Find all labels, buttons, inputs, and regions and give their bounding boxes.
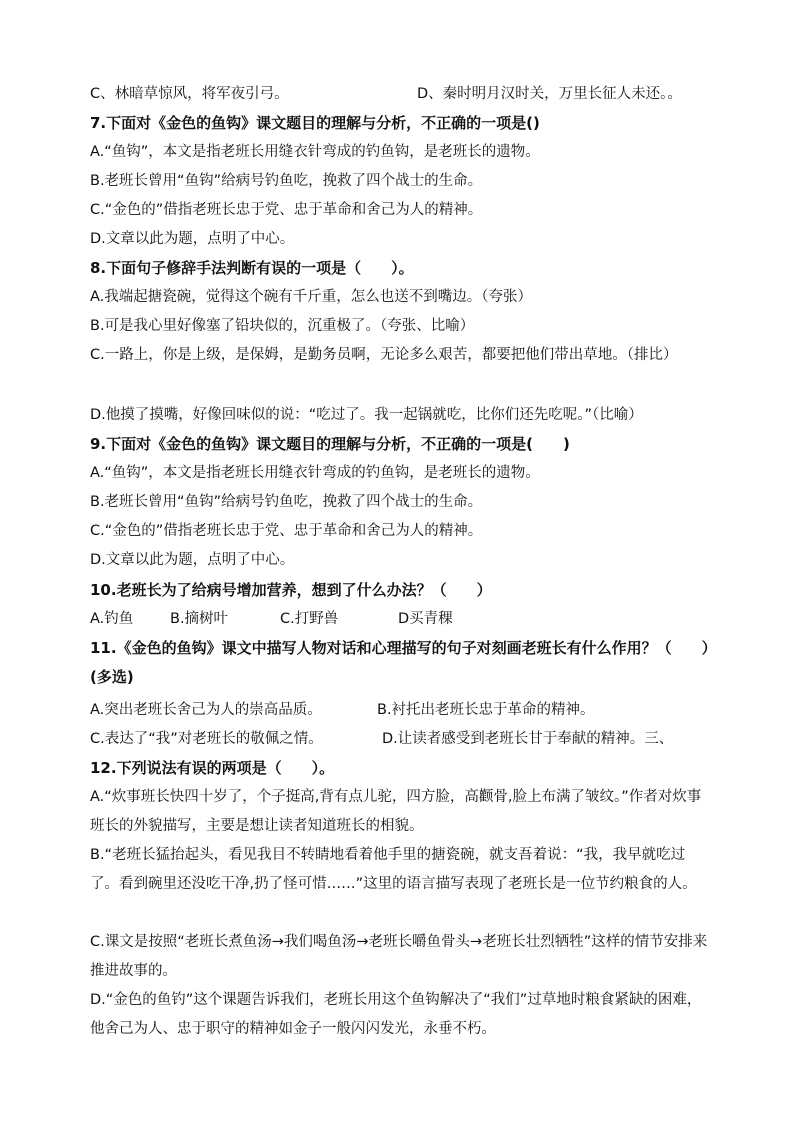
q10-option-d: D买青稞 [398, 611, 453, 627]
q7-option-b: B.老班长曾用“鱼钩”给病号钓鱼吃，挽救了四个战士的生命。 [90, 173, 483, 189]
q9-option-a: A.“鱼钩”，本文是指老班长用缝衣针弯成的钓鱼钩，是老班长的遗物。 [90, 465, 540, 481]
question-12: 12.下列说法有误的两项是（ ）。 [90, 759, 335, 777]
q12-option-d: D.“金色的鱼钓”这个课题告诉我们，老班长用这个鱼钩解决了“我们”过草地时粮食紧缺的困难，他舍己为人、忠于职守的精神如金子一般闪闪发光，永垂不朽。 [90, 992, 702, 1037]
q10-option-b: B.摘树叶 [170, 611, 229, 627]
question-7: 7.下面对《金色的鱼钩》课文题目的理解与分析，不正确的一项是() [90, 114, 540, 132]
q12-option-c: C.课文是按照“老班长煮鱼汤→我们喝鱼汤→老班长嚼鱼骨头→老班长壮烈牺牲”这样的情节安排来推进故事的。 [90, 934, 708, 979]
q9-option-b: B.老班长曾用“鱼钩”给病号钓鱼吃，挽救了四个战士的生命。 [90, 494, 483, 510]
q11-option-b: B.衬托出老班长忠于革命的精神。 [377, 702, 595, 718]
q8-option-d: D.他摸了摸嘴，好像回味似的说：“吃过了。我一起锅就吃，比你们还先吃呢。”（比喻） [90, 407, 643, 423]
q10-option-c: C.打野兽 [280, 611, 339, 627]
q10-options [90, 609, 710, 629]
option-c-line: C、林暗草惊风，将军夜引弓。 [90, 86, 289, 102]
question-11: 11.《金色的鱼钩》课文中描写人物对话和心理描写的句子对刻画老班长有什么作用？（ ）(多选) [90, 639, 710, 686]
q11-option-a: A.突出老班长舍己为人的崇高品质。 [90, 702, 322, 718]
q12-option-a: A.“炊事班长快四十岁了，个子挺高,背有点儿驼，四方脸，高颧骨,脸上布满了皱纹。”作者对炊事班长的外貌描写，主要是想让读者知道班长的相貌。 [90, 789, 702, 834]
q7-option-d: D.文章以此为题，点明了中心。 [90, 231, 295, 247]
q8-option-c: C.一路上，你是上级，是保姆，是勤务员啊，无论多么艰苦，都要把他们带出草地。（排比） [90, 347, 678, 363]
q10-option-a: A.钓鱼 [90, 611, 134, 627]
q7-option-a: A.“鱼钩”，本文是指老班长用缝衣针弯成的钓鱼钩，是老班长的遗物。 [90, 144, 540, 160]
question-8: 8.下面句子修辞手法判断有误的一项是（ ）。 [90, 259, 414, 277]
option-d-line: D、秦时明月汉时关，万里长征人未还。。 [417, 86, 682, 102]
question-9: 9.下面对《金色的鱼钩》课文题目的理解与分析，不正确的一项是( ) [90, 435, 570, 453]
q12-option-b: B.“老班长猛抬起头，看见我目不转睛地看着他手里的搪瓷碗，就支吾着说：“我，我早就吃过了。看到碗里还没吃干净,扔了怪可惜……”这里的语言描写表现了老班长是一位节约粮食的人。 [90, 847, 697, 892]
q11-option-c: C.表达了“我”对老班长的敬佩之情。 [90, 731, 323, 747]
q9-option-c: C.“金色的”借指老班长忠于党、忠于革命和舍己为人的精神。 [90, 523, 483, 539]
q7-option-c: C.“金色的”借指老班长忠于党、忠于革命和舍己为人的精神。 [90, 202, 483, 218]
q11-option-d: D.让读者感受到老班长甘于奉献的精神。三、 [382, 731, 674, 747]
q9-option-d: D.文章以此为题，点明了中心。 [90, 552, 295, 568]
q8-option-b: B.可是我心里好像塞了铅块似的，沉重极了。（夸张、比喻） [90, 318, 475, 334]
q8-option-a: A.我端起搪瓷碗，觉得这个碗有千斤重，怎么也送不到嘴边。（夸张） [90, 289, 533, 305]
question-10: 10.老班长为了给病号增加营养，想到了什么办法？（ ） [90, 581, 492, 599]
